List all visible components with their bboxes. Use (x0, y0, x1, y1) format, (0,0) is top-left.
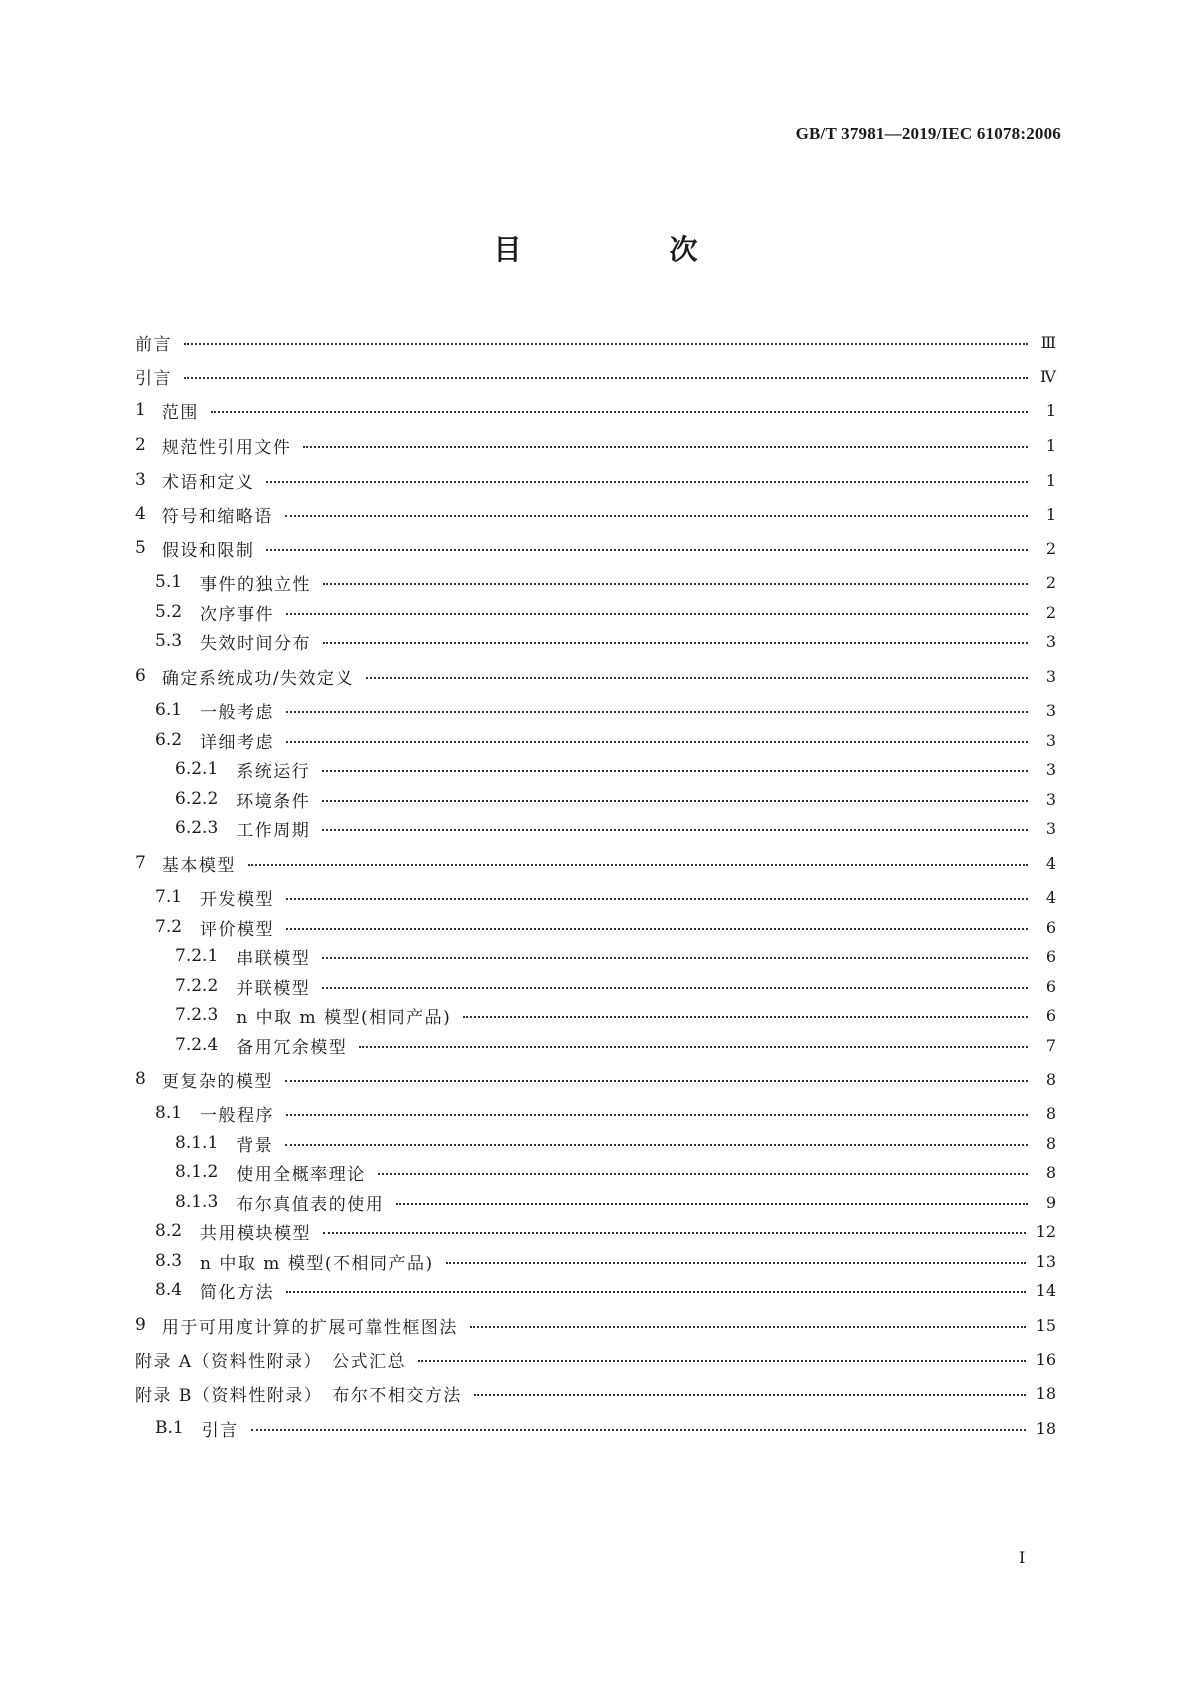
toc-entry[interactable] (135, 698, 1056, 722)
toc-entry-label: 一般程序 (200, 1105, 275, 1126)
toc-entry-label: 更复杂的模型 (161, 1071, 273, 1092)
toc-entry[interactable] (135, 816, 1056, 840)
dot-leader (322, 955, 1028, 959)
toc-entry[interactable] (135, 1160, 1056, 1184)
dot-leader (286, 896, 1028, 900)
dot-leader (285, 1078, 1028, 1082)
toc-entry-label: 一般考虑 (200, 702, 275, 723)
toc-entry[interactable] (135, 536, 1056, 560)
toc-entry-number: 6.2.3 (175, 818, 219, 838)
toc-entry-number: 3 (135, 470, 146, 490)
toc-entry-number: 7.2.4 (175, 1035, 219, 1055)
toc-entry[interactable] (135, 433, 1056, 457)
toc-entry-label: 前言 (135, 334, 172, 355)
toc-entry-label: 引言 (135, 368, 172, 389)
toc-entry[interactable] (135, 1033, 1056, 1057)
toc-entry-page: 8 (1045, 1103, 1056, 1123)
toc-entry[interactable] (135, 1003, 1056, 1027)
toc-entry-number: 5.3 (155, 631, 183, 651)
toc-entry-number: 6.2.2 (175, 789, 219, 809)
dot-leader (322, 798, 1028, 802)
toc-entry-page: 1 (1045, 400, 1056, 420)
dot-leader (286, 926, 1028, 930)
toc-entry[interactable] (135, 364, 1056, 388)
toc-entry-label: 简化方法 (200, 1282, 275, 1303)
toc-entry-label: n 中取 m 模型(相同产品) (236, 1007, 452, 1028)
toc-entry[interactable] (135, 1347, 1056, 1371)
toc-entry-number: 1 (135, 400, 146, 420)
toc-entry-label: 共用模块模型 (200, 1223, 312, 1244)
toc-entry-number: 7.2.3 (175, 1005, 219, 1025)
toc-entry[interactable] (135, 1313, 1056, 1337)
toc-entry-number: 8.1.1 (175, 1133, 219, 1153)
toc-entry[interactable] (135, 1278, 1056, 1302)
toc-entry-number: B.1 (155, 1418, 184, 1438)
toc-entry-number: 7.1 (155, 887, 183, 907)
toc-entry-label: 事件的独立性 (200, 574, 312, 595)
toc-entry-number: 6.2 (155, 730, 183, 750)
toc-entry-page: 3 (1045, 631, 1056, 651)
dot-leader (286, 611, 1028, 615)
dot-leader (323, 640, 1028, 644)
toc-entry[interactable] (135, 600, 1056, 624)
toc-entry-label: 失效时间分布 (200, 633, 312, 654)
dot-leader (418, 1358, 1025, 1362)
toc-entry[interactable] (135, 1219, 1056, 1243)
toc-entry[interactable] (135, 787, 1056, 811)
toc-entry-label: 系统运行 (236, 761, 311, 782)
toc-entry[interactable] (135, 915, 1056, 939)
toc-entry-label: 假设和限制 (161, 540, 255, 561)
dot-leader (359, 1044, 1028, 1048)
toc-entry-number: 5.1 (155, 572, 183, 592)
toc-entry-page: 3 (1045, 730, 1056, 750)
dot-leader (211, 409, 1028, 413)
toc-entry-page: 1 (1045, 435, 1056, 455)
dot-leader (286, 1112, 1028, 1116)
toc-entry[interactable] (135, 885, 1056, 909)
toc-entry-label: 详细考虑 (200, 732, 275, 753)
toc-entry-label: 环境条件 (236, 791, 311, 812)
toc-entry-label: 备用冗余模型 (236, 1037, 348, 1058)
toc-entry-page: 3 (1045, 789, 1056, 809)
toc-entry[interactable] (135, 1416, 1056, 1440)
dot-leader (286, 739, 1028, 743)
dot-leader (286, 1289, 1026, 1293)
toc-entry-page: 2 (1045, 538, 1056, 558)
dot-leader (322, 827, 1028, 831)
toc-entry[interactable] (135, 468, 1056, 492)
dot-leader (285, 1142, 1028, 1146)
toc-entry-page: 3 (1045, 700, 1056, 720)
toc-entry-page: 2 (1045, 602, 1056, 622)
dot-leader (322, 768, 1028, 772)
toc-entry[interactable] (135, 570, 1056, 594)
toc-entry-number: 8.1.2 (175, 1162, 219, 1182)
toc-entry-page: 6 (1045, 946, 1056, 966)
toc-entry-number: 6.2.1 (175, 759, 219, 779)
toc-entry-page: 8 (1045, 1133, 1056, 1153)
toc-entry[interactable] (135, 851, 1056, 875)
toc-entry[interactable] (135, 1067, 1056, 1091)
toc-entry-page: 6 (1045, 917, 1056, 937)
dot-leader (184, 341, 1028, 345)
toc-entry-label: 范围 (161, 402, 199, 423)
toc-entry-label: 评价模型 (200, 919, 275, 940)
toc-entry[interactable] (135, 1249, 1056, 1273)
dot-leader (251, 1427, 1026, 1431)
toc-entry[interactable] (135, 1101, 1056, 1125)
toc-entry-page: 7 (1045, 1035, 1056, 1055)
toc-entry-number: 7.2 (155, 917, 183, 937)
toc-entry-label: 规范性引用文件 (161, 437, 292, 458)
toc-entry-number: 5.2 (155, 602, 183, 622)
dot-leader (446, 1260, 1026, 1264)
toc-entry-number: 5 (135, 538, 146, 558)
toc-entry-number: 4 (135, 504, 146, 524)
toc-entry-page: 3 (1045, 818, 1056, 838)
toc-entry-page: 1 (1045, 504, 1056, 524)
dot-leader (266, 479, 1028, 483)
dot-leader (286, 709, 1028, 713)
toc-entry[interactable] (135, 1381, 1056, 1405)
toc-entry-number: 6 (135, 666, 146, 686)
toc-entry-page: 6 (1045, 976, 1056, 996)
toc-title: 目 次 (493, 233, 758, 266)
toc-entry-number: 7 (135, 853, 146, 873)
toc-entry[interactable] (135, 664, 1056, 688)
toc-entry-number: 8.1.3 (175, 1192, 219, 1212)
toc-entry-label: 使用全概率理论 (236, 1164, 366, 1185)
toc-entry-label: 确定系统成功/失效定义 (161, 668, 355, 689)
dot-leader (248, 862, 1028, 866)
toc-entry-page: 18 (1035, 1383, 1056, 1403)
toc-entry-label: 工作周期 (236, 820, 311, 841)
toc-entry-number: 7.2.2 (175, 976, 219, 996)
toc-entry-page: 1 (1045, 470, 1056, 490)
toc-entry-label: 次序事件 (200, 604, 275, 625)
toc-entry-page: 15 (1035, 1315, 1056, 1335)
dot-leader (463, 1014, 1028, 1018)
toc-entry-number: 7.2.1 (175, 946, 219, 966)
toc-entry-page: 18 (1035, 1418, 1056, 1438)
toc-entry-label: 并联模型 (236, 978, 311, 999)
toc-entry-label: 术语和定义 (161, 472, 255, 493)
toc-entry-page: 4 (1045, 853, 1056, 873)
toc-entry-label: 背景 (236, 1135, 274, 1156)
toc-entry-number: 8.3 (155, 1251, 183, 1271)
toc-entry-page: 12 (1035, 1221, 1056, 1241)
dot-leader (303, 444, 1028, 448)
dot-leader (322, 985, 1028, 989)
toc-entry-label: n 中取 m 模型(不相同产品) (200, 1253, 434, 1274)
toc-entry[interactable] (135, 974, 1056, 998)
toc-entry-page: 9 (1045, 1192, 1056, 1212)
toc-entry-page: 6 (1045, 1005, 1056, 1025)
dot-leader (366, 675, 1028, 679)
toc-entry-label: 布尔真值表的使用 (236, 1194, 385, 1215)
toc-entry-number: 8.2 (155, 1221, 183, 1241)
toc-entry-label: 用于可用度计算的扩展可靠性框图法 (161, 1317, 458, 1338)
dot-leader (378, 1171, 1028, 1175)
toc-entry-number: 8 (135, 1069, 146, 1089)
toc-entry-number: 8.1 (155, 1103, 183, 1123)
standard-number: GB/T 37981—2019/IEC 61078:2006 (795, 124, 1061, 143)
toc-entry-label: 引言 (201, 1420, 239, 1441)
dot-leader (323, 581, 1028, 585)
toc-entry-number: 2 (135, 435, 146, 455)
toc-entry-page: 8 (1045, 1069, 1056, 1089)
toc-entry-page: 16 (1035, 1349, 1056, 1369)
toc-entry-number: 6.1 (155, 700, 183, 720)
toc-entry[interactable] (135, 398, 1056, 422)
toc-entry[interactable] (135, 1131, 1056, 1155)
dot-leader (323, 1230, 1026, 1234)
toc-entry-number: 8.4 (155, 1280, 183, 1300)
dot-leader (396, 1201, 1028, 1205)
toc-entry-label: 附录 B（资料性附录） 布尔不相交方法 (135, 1385, 462, 1406)
toc-entry-page: 2 (1045, 572, 1056, 592)
toc-entry[interactable] (135, 944, 1056, 968)
toc-entry[interactable] (135, 757, 1056, 781)
toc-entry-label: 开发模型 (200, 889, 275, 910)
toc-entry-page: 4 (1045, 887, 1056, 907)
toc-entry[interactable] (135, 728, 1056, 752)
toc-entry-page: Ⅲ (1040, 332, 1056, 352)
toc-entry-page: 8 (1045, 1162, 1056, 1182)
toc-entry[interactable] (135, 629, 1056, 653)
dot-leader (285, 513, 1028, 517)
toc-entry-page: 14 (1035, 1280, 1056, 1300)
toc-entry[interactable] (135, 330, 1056, 354)
toc-entry-page: 3 (1045, 759, 1056, 779)
toc-entry[interactable] (135, 502, 1056, 526)
dot-leader (266, 547, 1028, 551)
toc-entry-number: 9 (135, 1315, 146, 1335)
toc-entry-label: 基本模型 (161, 855, 236, 876)
toc-entry-label: 符号和缩略语 (161, 506, 273, 527)
toc-entry-label: 附录 A（资料性附录） 公式汇总 (135, 1351, 407, 1372)
toc-entry-page: 13 (1035, 1251, 1056, 1271)
dot-leader (474, 1392, 1026, 1396)
toc-entry-page: Ⅳ (1040, 366, 1056, 386)
toc-entry-label: 串联模型 (236, 948, 311, 969)
dot-leader (470, 1324, 1026, 1328)
page-number: I (1019, 1548, 1026, 1567)
toc-entry-page: 3 (1045, 666, 1056, 686)
toc-entry[interactable] (135, 1190, 1056, 1214)
dot-leader (184, 375, 1028, 379)
